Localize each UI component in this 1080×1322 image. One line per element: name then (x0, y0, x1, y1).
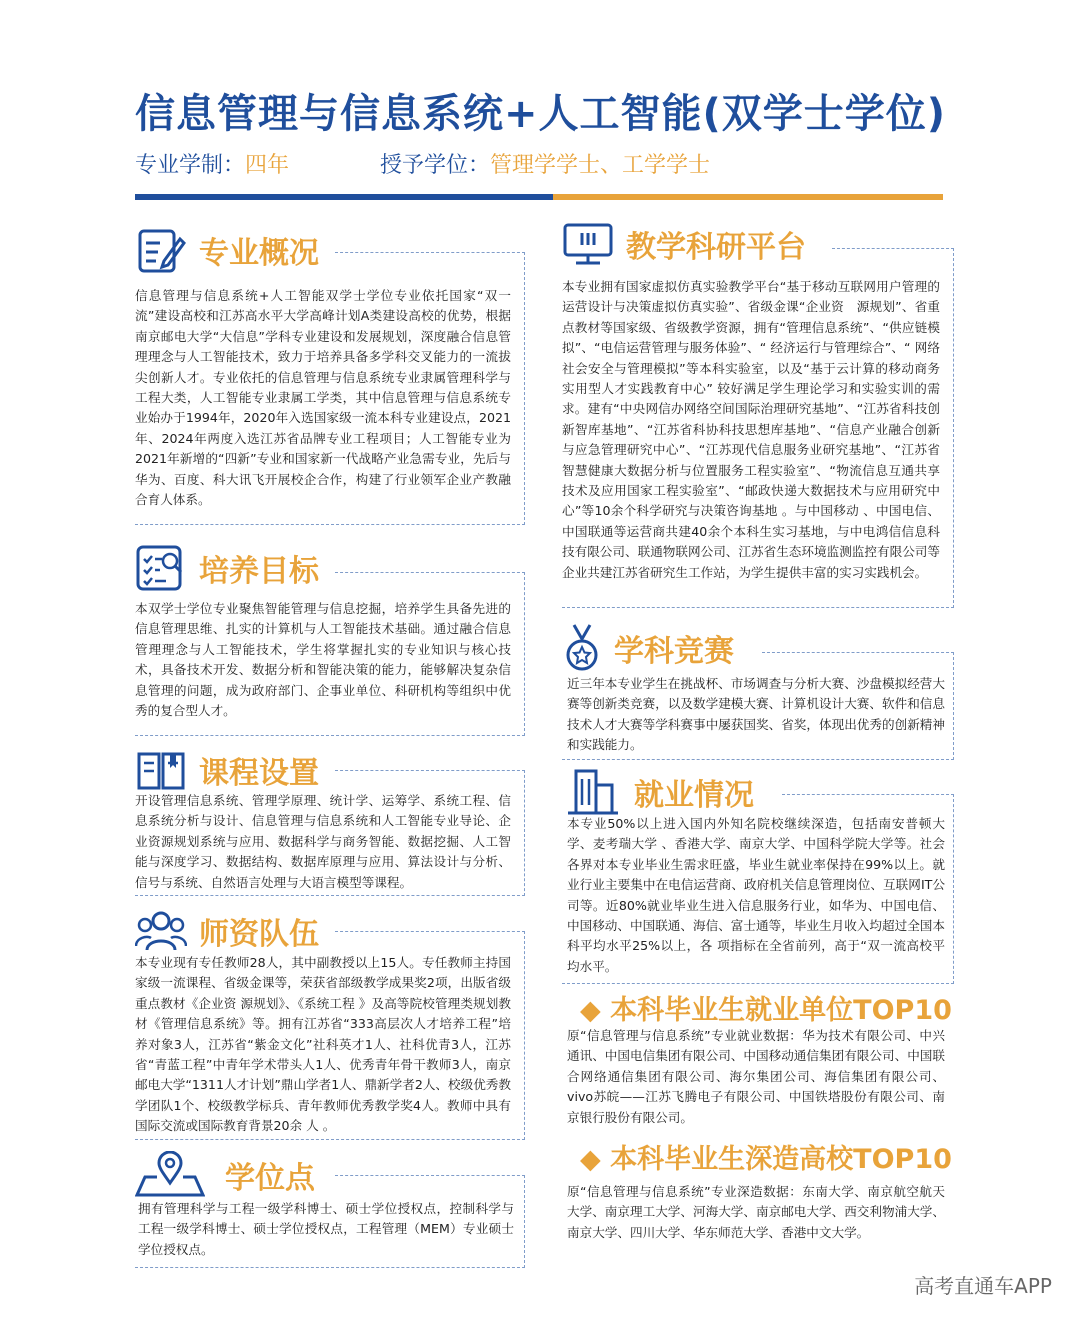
monitor-icon (562, 218, 614, 270)
section-courses (135, 742, 525, 896)
people-group-icon (135, 905, 187, 957)
section-heading: 专业概况 (199, 236, 319, 271)
section-body: 本专业拥有国家虚拟仿真实验教学平台“基于移动互联网用户管理的运营设计与决策虚拟仿真实验”、省级金课“企业资 源规划”、省重点教材等国家级、省级教学资源，拥有“管理信息系统”、“供应链模拟”、“电信运营管理与服务体验”、“ 经济运行与管理综合”、“ 网络社会安全与管理模拟”等本科实验室，以及“基于云计算的移动商务实用型人才实践教育中心” 较好满足学生理论学习和实验实训的需求。建有“中央网信办网络空间国际治理研究基地”、“江苏省科技创新智库基地”、“江苏省科协科技思想库基地”、“信息产业融合创新与应急管理研究中心”、“江苏现代信息服务业研究基地”、“江苏省智慧健康大数据分析与位置服务工程实验室”、“物流信息互通共享技术及应用国家工程实验室”、“邮政快递大数据技术与应用研究中心”等10余个科学研究与决策咨询基地 。与中国移动 、中国电信、中国联通等运营商共建40余个本科生实习基地，与中电鸿信信息科技有限公司、联通物联网公司、江苏省生态环境监测监控有限公司等企业共建江苏省研究生工作站，为学生提供丰富的实习实践机会。 (562, 279, 940, 580)
section-body: 本专业50%以上进入国内外知名院校继续深造，包括南安普顿大学、麦考瑞大学 、香港大学、南京大学、中国科学院大学等。社会各界对本专业毕业生需求旺盛，毕业生就业率保持在99%以上。就业行业主要集中在电信运营商、政府机关信息管理岗位、互联网IT公司等。近80%就业毕业生进入信息服务行业，如华为、中国电信、中国移动、中国联通、海信、富士通等，毕业生月收入均超过全国本科平均水平25%以上，各 项指标在全省前列，高于“双一流高校平均水平。 (567, 816, 945, 974)
degree-label: 授予学位： (380, 153, 491, 178)
section-degree (135, 1147, 525, 1268)
section-body: 拥有管理科学与工程一级学科博士、硕士学位授权点，控制科学与工程一级学科博士、硕士学位授权点，工程管理（MEM）专业硕士学位授权点。 (138, 1201, 514, 1257)
section-heading: 学科竞赛 (614, 634, 734, 669)
section-competition (562, 620, 954, 760)
edit-document-icon (135, 224, 187, 276)
section-heading: 课程设置 (199, 756, 319, 791)
buildings-icon (562, 766, 622, 818)
section-heading: 学位点 (225, 1161, 315, 1196)
section-heading: 师资队伍 (199, 917, 319, 952)
top-employers-heading: ◆ 本科毕业生就业单位TOP10 (580, 995, 952, 1026)
section-body: 开设管理信息系统、管理学原理、统计学、运筹学、系统工程、信息系统分析与设计、信息管理与信息系统和人工智能专业导论、企业资源规划系统与应用、数据科学与商务智能、数据挖掘、人工智能与深度学习、数据结构、数据库原理与应用、算法设计与分析、信号与系统、自然语言处理与大语言模型等课程。 (135, 793, 511, 890)
open-book-icon (135, 744, 187, 796)
medal-icon (562, 622, 602, 674)
top-schools-heading: ◆ 本科毕业生深造高校TOP10 (580, 1144, 952, 1175)
degree-meta (380, 148, 710, 179)
checklist-search-icon (135, 542, 187, 594)
section-heading: 教学科研平台 (626, 230, 806, 265)
section-goals (135, 540, 525, 736)
duration-value: 四年 (245, 153, 290, 178)
page-title: 信息管理与信息系统+人工智能(双学士学位) (135, 91, 947, 137)
section-faculty (135, 903, 525, 1140)
top-employers-body: 原“信息管理与信息系统”专业就业数据：华为技术有限公司、中兴通讯、中国电信集团有限公司、中国移动通信集团有限公司、中国联合网络通信集团有限公司、海尔集团公司、海信集团有限公司、vivo苏皖——江苏飞腾电子有限公司、中国铁塔股份有限公司、南京银行股份有限公司。 (567, 1028, 945, 1125)
section-body: 近三年本专业学生在挑战杯、市场调查与分析大赛、沙盘模拟经营大赛等创新类竞赛，以及数学建模大赛、计算机设计大赛、软件和信息技术人才大赛等学科赛事中屡获国奖、省奖，体现出优秀的创新精神和实践能力。 (567, 676, 945, 753)
section-employment (562, 764, 954, 984)
section-body: 本双学士学位专业聚焦智能管理与信息挖掘，培养学生具备先进的信息管理思维、扎实的计算机与人工智能技术基础。通过融合信息管理理念与人工智能技术，学生将掌握扎实的专业知识与核心技术，具备技术开发、数据分析和智能决策的能力，能够解决复杂信息管理的问题，成为政府部门、企事业单位、科研机构等组织中优秀的复合型人才。 (135, 601, 511, 719)
section-body: 本专业现有专任教师28人，其中副教授以上15人。专任教师主持国家级一流课程、省级金课等，荣获省部级教学成果奖2项，出版省级重点教材《企业资 源规划》、《系统工程 》及高等院校管理类规划教 材《管理信息系统》等。拥有江苏省“333高层次人才培养工程”培养对象3人，江苏省“紫金文化”社科英才1人、社科优青3人，江苏省“青蓝工程”中青年学术带头人1人、优秀青年骨干教师3人，南京邮电大学“1311人才计划”鼎山学者1人、鼎新学者2人、校级优秀教学团队1个、校级教学标兵、青年教师优秀教学奖4人。教师中具有国际交流或国际教育背景20余 人 。 (135, 955, 511, 1134)
section-body: 信息管理与信息系统+人工智能双学士学位专业依托国家“双一流”建设高校和江苏高水平大学高峰计划A类建设高校的优势，根据南京邮电大学“大信息”学科专业建设和发展规划，深度融合信息管理理念与人工智能技术，致力于培养具备多学科交叉能力的一流拔尖创新人才。专业依托的信息管理与信息系统专业隶属管理科学与工程大类，人工智能专业隶属工学类，其中信息管理与信息系统专业始办于1994年，2020年入选国家级一流本科专业建设点，2021年、2024年两度入选江苏省品牌专业工程项目；人工智能专业为2021年新增的“四新”专业和国家新一代战略产业急需专业，先后与华为、百度、科大讯飞开展校企合作，构建了行业领军企业产教融合育人体系。 (135, 288, 511, 508)
duration-label: 专业学制： (135, 153, 246, 178)
section-heading: 就业情况 (634, 778, 754, 813)
degree-value: 管理学学士、工学学士 (490, 153, 711, 178)
section-overview (135, 222, 525, 525)
divider-blue (135, 194, 553, 200)
top-schools-body: 原“信息管理与信息系统”专业深造数据：东南大学、南京航空航天大学、南京理工大学、河海大学、南京邮电大学、西交利物浦大学、南京大学、四川大学、华东师范大学、香港中文大学。 (567, 1184, 945, 1240)
map-pin-icon (135, 1149, 205, 1201)
section-heading: 培养目标 (199, 554, 319, 589)
duration-meta (135, 148, 289, 179)
divider-orange (553, 194, 943, 200)
watermark: 高考直通车APP (914, 1274, 1052, 1298)
section-platform (562, 216, 954, 608)
